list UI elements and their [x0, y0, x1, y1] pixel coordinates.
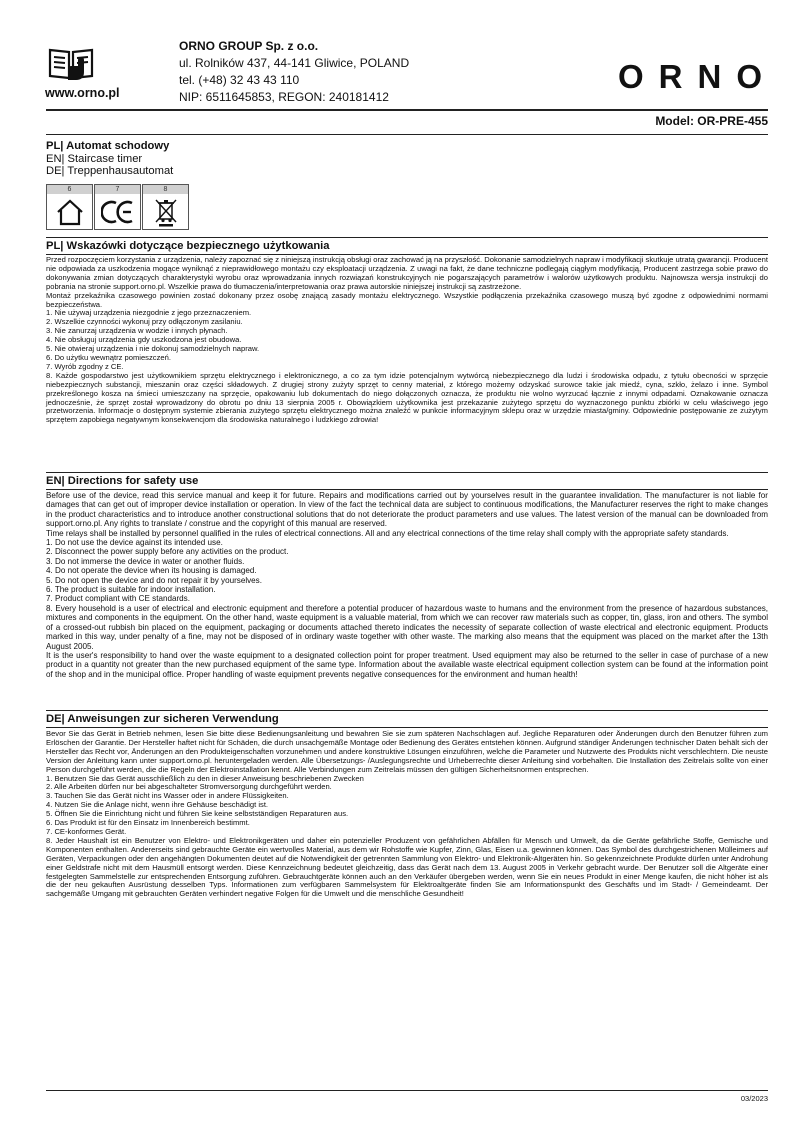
- symbol-number: 8: [143, 185, 188, 194]
- list-item: 2. Alle Arbeiten dürfen nur bei abgeschalteter Stromversorgung durchgeführt werden.: [46, 782, 332, 792]
- list-item: 8. Każde gospodarstwo jest użytkownikiem sprzętu elektrycznego i elektronicznego, a co za tym idzie potencjalnym wytwórcą niebezpiecznego dla ludzi i środowiska odpadu, z tytułu obecności w sprzęcie niebezpiecznych substancji, mieszanin oraz części składowych. Z drugiej strony zużyty sprzęt to cenny materiał, z którego możemy odzyskać surowce takie jak miedź, cyna, szkło, żelazo i inne. Symbol przekreślonego kosza na śmieci umieszczany na sprzęcie, opakowaniu lub dokumentach do niego dołączonych oznacza, że produktu nie wolno wyrzucać łącznie z innymi odpadami. Oznakowanie oznacza jednocześnie, że sprzęt został wprowadzony do obrotu po dniu 13 sierpnia 2005 r. Obowiązkiem użytkownika jest przekazanie zużytego sprzętu do wyznaczonego punktu zbiórki w celu właściwego jego przetworzenia. Informacje o dostępnym systemie zbierania zużytego sprzętu elektrycznego można znaleźć w punkcie informacyjnym sklepu oraz w urzędzie miasta/gminy. Odpowiednie postępowanie ze zużytym sprzętem zapobiega negatywnym konsekwencjom dla środowiska naturalnego i ludzkiego zdrowia!: [46, 370, 768, 425]
- list-item: 7. Wyrób zgodny z CE.: [46, 361, 124, 371]
- list-item: 7. CE-konformes Gerät.: [46, 826, 127, 836]
- list-item: 2. Wszelkie czynności wykonuj przy odłączonym zasilaniu.: [46, 317, 243, 327]
- paragraph: Przed rozpoczęciem korzystania z urządzenia, należy zapoznać się z niniejszą instrukcją obsługi oraz zachować ją na przyszłość. Dokonanie samodzielnych napraw i modyfikacji skutkuje utratą gwarancji. Producent nie odpowiada za uszkodzenia mogące wyniknąć z nieprawidłowego montażu czy eksploatacji urządzenia. Z uwagi na fakt, że dane techniczne podlegają ciągłym modyfikacją, Producent zastrzega sobie prawo do dokonywania zmian dotyczących charakterystyki wyrobu oraz wprowadzania innych rozwiązań konstrukcyjnych nie pogarszających parametrów i walorów użytkowych produktu. Najnowsza wersja instrukcji do pobrania na stronie support.orno.pl. Wszelkie prawa do tłumaczenia/interpretowania oraz prawa autorskie niniejszej instrukcji są zastrzeżone.: [46, 255, 768, 291]
- paragraph: Before use of the device, read this service manual and keep it for future. Repairs and modifications carried out by yourselves result in the guarantee invalidation. The manufacturer is not liable for damages that can get out of improper device installation or operation. In view of the fact the technical data are subject to continuous modifications, the Manufacturer reserves the right to make changes in the product characteristics and to introduce another constructional solutions that do not deteriorate the product parameters and use values. The latest version of the manual can be downloaded from support.orno.pl. Any rights to translate / construe and the copyright of this manual are reserved.: [46, 491, 768, 529]
- indoor-house-icon: [47, 195, 92, 229]
- symbol-cell: [46, 184, 93, 230]
- divider: [46, 134, 768, 135]
- section-body-en: [46, 491, 768, 679]
- title-de: DE| Treppenhausautomat: [46, 165, 174, 177]
- section-body-de: [46, 730, 768, 899]
- company-name: ORNO GROUP Sp. z o.o.: [179, 39, 319, 53]
- company-phone: tel. (+48) 32 43 43 110: [179, 73, 300, 87]
- list-item: 6. Das Produkt ist für den Einsatz im Innenbereich bestimmt.: [46, 818, 250, 828]
- section-heading-pl: PL| Wskazówki dotyczące bezpiecznego użytkowania: [46, 237, 768, 255]
- model-number: Model: OR-PRE-455: [655, 114, 768, 128]
- website-url[interactable]: www.orno.pl: [45, 86, 120, 100]
- brand-logo: ORNO: [618, 58, 777, 95]
- title-en: EN| Staircase timer: [46, 152, 143, 165]
- list-item: 3. Nie zanurzaj urządzenia w wodzie i innych płynach.: [46, 326, 228, 336]
- list-item: 4. Nutzen Sie die Anlage nicht, wenn ihre Gehäuse beschädigt ist.: [46, 800, 269, 810]
- section-heading-de: DE| Anweisungen zur sicheren Verwendung: [46, 710, 768, 728]
- section-body-pl: [46, 256, 768, 425]
- list-item: 3. Do not immerse the device in water or another fluids.: [46, 556, 245, 566]
- list-item: 2. Disconnect the power supply before any activities on the product.: [46, 547, 289, 557]
- ce-mark-icon: [95, 195, 140, 229]
- list-item: 5. Nie otwieraj urządzenia i nie dokonuj samodzielnych napraw.: [46, 344, 260, 354]
- paragraph: Time relays shall be installed by personnel qualified in the rules of electrical connections. All and any electrical connections of the time relay shall comply with the appropriate safety standards.: [46, 528, 729, 538]
- crossed-bin-icon: [143, 195, 188, 229]
- list-item: 4. Do not operate the device when its housing is damaged.: [46, 566, 257, 576]
- list-item: 8. Every household is a user of electrical and electronic equipment and therefore a potential producer of hazardous waste to humans and the environment from the presence of hazardous substances, mixtures and components in the equipment. On the other hand, waste equipment is a valuable material, from which we can recover raw materials such as copper, tin, glass, iron and others. The symbol of a crossed-out rubbish bin placed on the equipment, packaging or documents attached thereto indicates the necessity of separate collection of waste electrical and electronic equipment. Products marked in this way, under penalty of a fine, may not be disposed of in ordinary waste together with other waste. The marking also means that the equipment was placed on the market after the 13th August 2005.: [46, 603, 768, 651]
- list-item: 3. Tauchen Sie das Gerät nicht ins Wasser oder in andere Flüssigkeiten.: [46, 791, 289, 801]
- symbol-cell: [94, 184, 141, 230]
- symbol-cell: [142, 184, 189, 230]
- paragraph: Montaż przekaźnika czasowego powinien zostać dokonany przez osobę znającą zasady montażu elektrycznego. Wszystkie podłączenia przekaźnika czasowego muszą być zgodne z odpowiednimi normami bezpieczeństwa.: [46, 290, 768, 309]
- paragraph: It is the user's responsibility to hand over the waste equipment to a designated collection point for proper treatment. Used equipment may also be returned to the seller in case of purchase of a new product in a quantity not greater than the new purchased equipment of the same type. Information about the available waste electrical equipment collection system can be found at the information point of the shop and in the municipal office. Proper handling of waste equipment prevents negative consequences for the environment and human health!: [46, 650, 768, 679]
- list-item: 6. Do użytku wewnątrz pomieszczeń.: [46, 352, 171, 362]
- product-titles: [46, 140, 173, 178]
- symbol-number: 6: [47, 185, 92, 194]
- list-item: 8. Jeder Haushalt ist ein Benutzer von Elektro- und Elektronikgeräten und daher ein potenzieller Produzent von gefährlichen Abfällen für Mensch und Umwelt, da die Geräte gefährliche Stoffe, Gemische und Komponenten enthalten. Andererseits sind gebrauchte Geräte ein wertvolles Material, aus dem wir Rohstoffe wie Kupfer, Zinn, Glas, Eisen u.a. gewinnen können. Das Symbol des durchgestrichenen Mülleimers auf Geräten, Verpackungen oder den angehängten Dokumenten deutet auf die Notwendigkeit der getrennten Sammlung von Elektro- und Elektronik-Altgeräten hin. So gekennzeichnete Produkte dürfen unter Androhung einer Geldstrafe nicht mit dem Hausmüll entsorgt werden. Diese Kennzeichnung bedeutet gleichzeitig, dass das Gerät nach dem 13. August 2005 in Verkehr gebracht wurde. Der Benutzer soll die Altgeräte einer festgelegten Sammelstelle zur entsprechenden Entsorgung zuführen. Gebrauchtgeräte können auch an den Verkäufer übergeben werden, wenn Sie ein neues Produkt in einer Menge kaufen, die nicht höher ist als die der neu gekauften Ausrüstung desselben Typs. Informationen zum verfügbaren Sammelsystem für Elektroaltgeräte finden Sie am Informationspunkt des Geschäfts und im Stadt- / Gemeindeamt. Der sachgemäße Umgang mit gebrauchten Geräten verhindert negative Folgen für die Umwelt und die menschliche Gesundheit!: [46, 835, 768, 899]
- company-address: ul. Rolników 437, 44-141 Gliwice, POLAND: [179, 56, 410, 70]
- list-item: 1. Benutzen Sie das Gerät ausschließlich zu den in dieser Anweisung beschriebenen Zwecken: [46, 773, 364, 783]
- company-info: [179, 38, 409, 106]
- symbol-number: 7: [95, 185, 140, 194]
- divider: [46, 109, 768, 111]
- list-item: 5. Do not open the device and do not repair it by yourselves.: [46, 575, 262, 585]
- list-item: 1. Nie używaj urządzenia niezgodnie z jego przeznaczeniem.: [46, 308, 252, 318]
- manual-book-icon: [48, 44, 94, 82]
- company-ids: NIP: 6511645853, REGON: 240181412: [179, 90, 389, 104]
- symbols-row: [46, 184, 190, 230]
- section-heading-en: EN| Directions for safety use: [46, 472, 768, 490]
- list-item: 4. Nie obsługuj urządzenia gdy uszkodzona jest obudowa.: [46, 335, 242, 345]
- list-item: 7. Product compliant with CE standards.: [46, 594, 190, 604]
- title-pl: PL| Automat schodowy: [46, 140, 170, 152]
- divider: [46, 1090, 768, 1091]
- list-item: 6. The product is suitable for indoor installation.: [46, 585, 216, 595]
- paragraph: Bevor Sie das Gerät in Betrieb nehmen, lesen Sie bitte diese Bedienungsanleitung und bewahren Sie sie zum späteren Nachschlagen auf. Jegliche Reparaturen oder Änderungen durch den Benutzer führen zum Erlöschen der Garantie. Der Hersteller haftet nicht für Schäden, die durch unsachgemäße Montage oder Bedienung des Gerätes entstehen können. Aufgrund ständiger Änderungen technischer Daten behält sich der Hersteller das Recht vor, Änderungen an den Produkteigenschaften vorzunehmen und andere konstruktive Lösungen einzuführen, welche die Parameter und Nutzwerte des Produkts nicht verschlechtern. Die neuste Version der Anleitung kann unter support.orno.pl. heruntergeladen werden. Alle Übersetzungs- /Auslegungsrechte und Urheberrechte dieser Anleitung sind vorbehalten. Die Installation des Zeitrelais sollte von einer Person durchgeführt werden, die die Regeln der Elektroinstallation kennt. Alle Verbindungen zum Zeitrelais müssen den gültigen Sicherheitsnormen entsprechen.: [46, 729, 768, 774]
- list-item: 5. Öffnen Sie die Einrichtung nicht und führen Sie keine selbstständigen Reparaturen aus.: [46, 809, 349, 819]
- document-date: 03/2023: [740, 1094, 768, 1103]
- list-item: 1. Do not use the device against its intended use.: [46, 538, 223, 548]
